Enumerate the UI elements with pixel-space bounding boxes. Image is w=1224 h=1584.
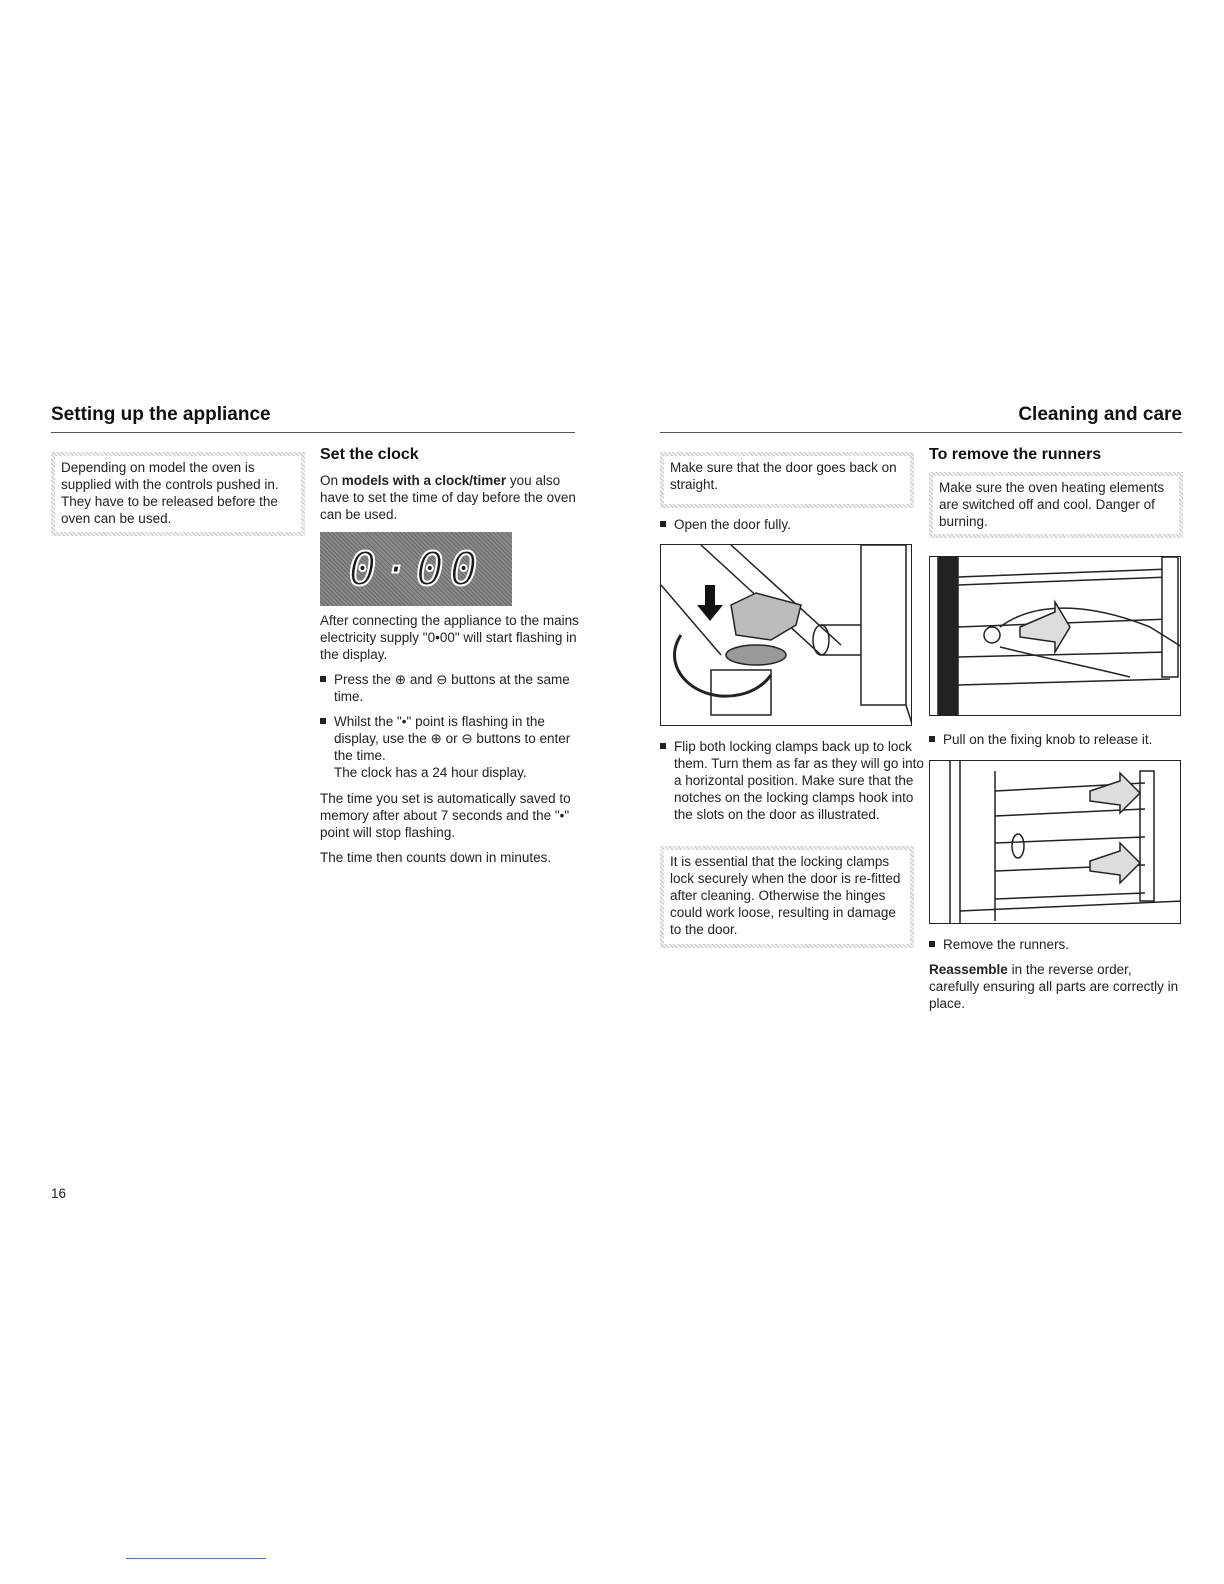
- footer-blue-line: [126, 1558, 266, 1559]
- bullet-flip-clamps: Flip both locking clamps back up to lock them. Turn them as far as they will go into a horizontal position. Make sure that the notches on the locking clamps hook into the slots on the door as illustrated.: [660, 738, 924, 823]
- bullet-enter-time: Whilst the "•" point is flashing in the display, use the ⊕ or ⊖ buttons to enter the time. The clock has a 24 hour display.: [320, 713, 574, 781]
- bullet-press-buttons: Press the ⊕ and ⊖ buttons at the same time.: [320, 671, 574, 705]
- page-number-left: 16: [51, 1186, 67, 1201]
- heating-warning-note: Make sure the oven heating elements are switched off and cool. Danger of burning.: [929, 472, 1183, 538]
- right-header-rule: [660, 432, 1182, 433]
- controls-note: Depending on model the oven is supplied with the controls pushed in. They have to be released before the oven can be used.: [51, 452, 305, 536]
- time-saved-text: The time you set is automatically saved to memory after about 7 seconds and the "•" point will stop flashing.: [320, 791, 571, 840]
- clock-display: [320, 532, 512, 606]
- clock-display-value: 0·00: [348, 542, 484, 596]
- bullet-open-door: Open the door fully.: [660, 516, 924, 533]
- remove-runners-heading: To remove the runners: [929, 446, 1102, 463]
- right-section-title: Cleaning and care: [1018, 404, 1182, 425]
- runner-knob-illustration: [929, 556, 1181, 716]
- clock-24h-note: The clock has a 24 hour display.: [334, 765, 527, 780]
- reassemble-text: Reassemble in the reverse order, carefully ensuring all parts are correctly in place.: [929, 962, 1179, 1011]
- time-counts-text: The time then counts down in minutes.: [320, 850, 552, 865]
- bullet-pull-knob: Pull on the fixing knob to release it.: [929, 731, 1193, 748]
- left-section-title: Setting up the appliance: [51, 404, 271, 425]
- left-header-rule: [51, 432, 575, 433]
- clamps-warning-note: It is essential that the locking clamps lock securely when the door is re-fitted after cleaning. Otherwise the hinges could work loose, resulting in damage to the door.: [660, 846, 914, 948]
- door-note: Make sure that the door goes back on straight.: [660, 452, 914, 508]
- runner-removal-illustration: [929, 760, 1181, 924]
- after-connect-text: After connecting the appliance to the mains electricity supply "0•00" will start flashing in the display.: [320, 613, 579, 662]
- clamp-illustration: [660, 544, 912, 726]
- set-clock-heading: Set the clock: [320, 446, 419, 463]
- bullet-remove-runners: Remove the runners.: [929, 936, 1193, 953]
- clock-intro: On models with a clock/timer you also have to set the time of day before the oven can be used.: [320, 473, 576, 522]
- runner-knob-drawing: [930, 557, 1181, 716]
- runner-removal-drawing: [930, 761, 1181, 924]
- clamp-drawing: [661, 545, 912, 726]
